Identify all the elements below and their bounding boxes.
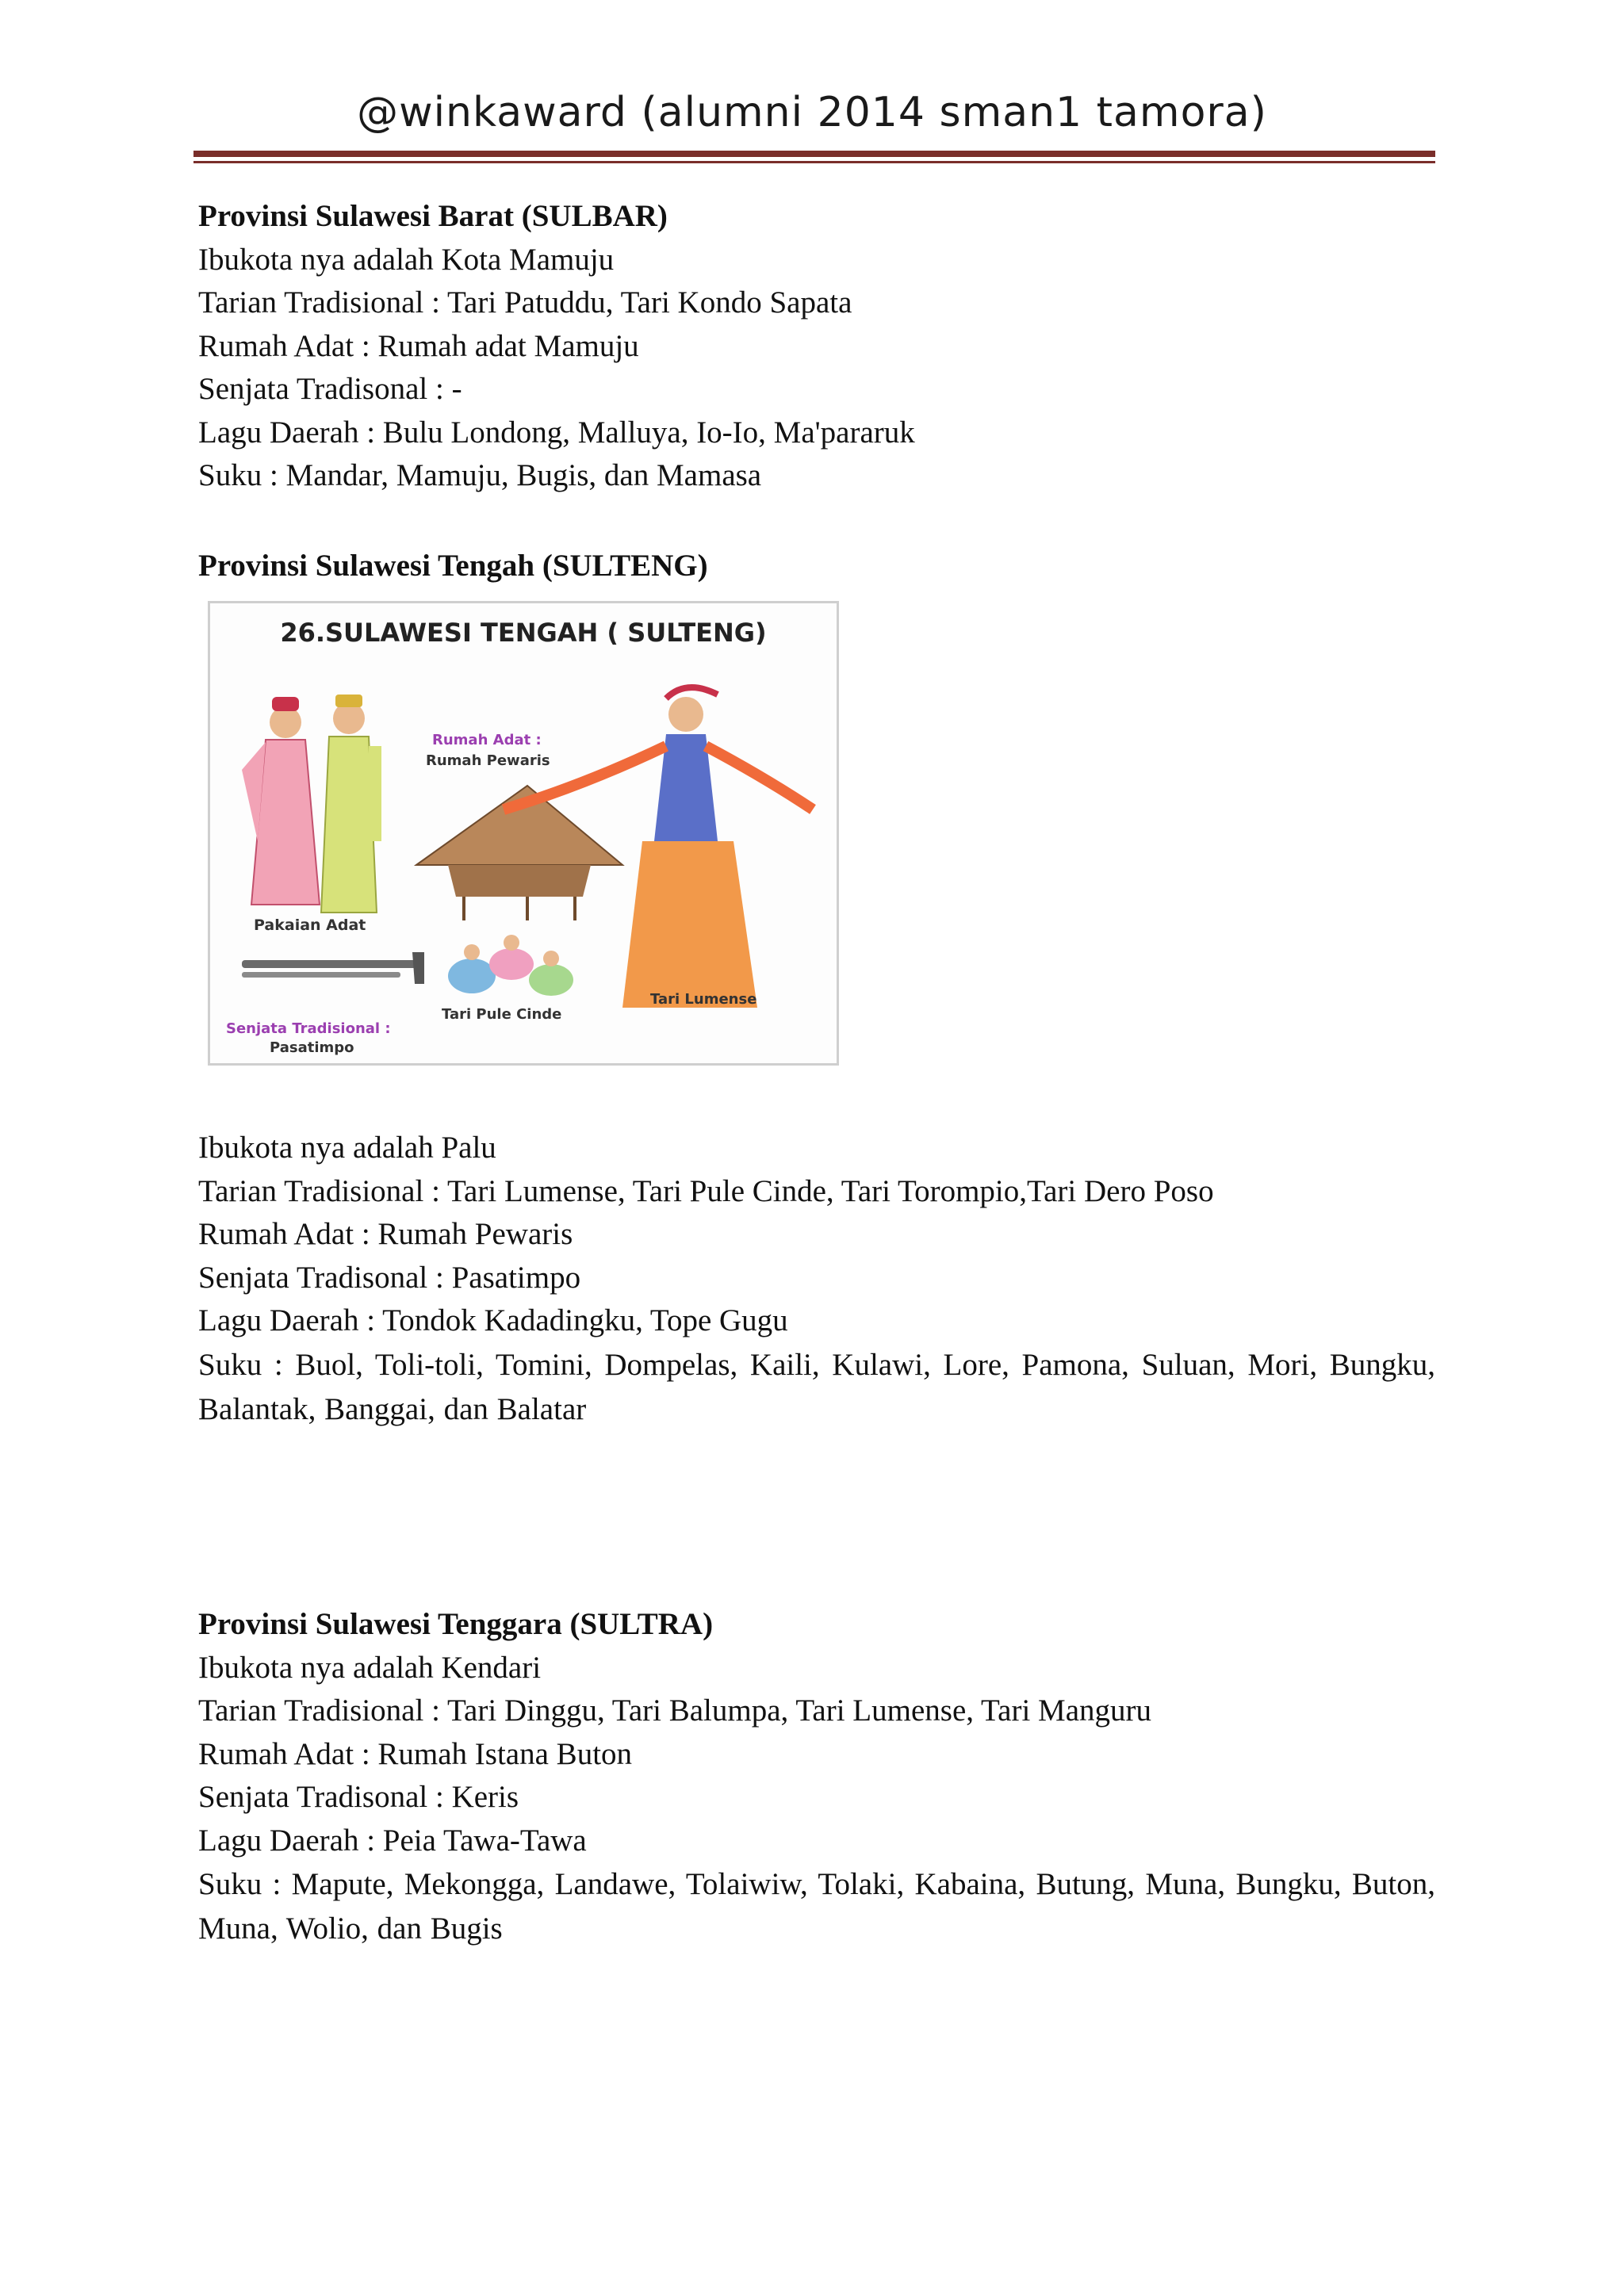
section-sulteng-heading [198,545,1435,588]
section-sulteng-info [198,1127,1435,1432]
info-line: Lagu Daerah : Bulu Londong, Malluya, Io-Io, Ma'pararuk [198,415,915,450]
label-tari-pule: Tari Pule Cinde [442,1006,562,1023]
info-line: Rumah Adat : Rumah adat Mamuju [198,328,639,363]
info-line: Senjata Tradisonal : Pasatimpo [198,1260,581,1295]
info-line: Rumah Adat : Rumah Istana Buton [198,1736,633,1771]
pasatimpo-weapon [242,952,424,984]
info-line: Lagu Daerah : Tondok Kadadingku, Tope Gugu [198,1303,788,1337]
suku-paragraph: Suku : Mapute, Mekongga, Landawe, Tolaiwiw, Tolaki, Kabaina, Butung, Muna, Bungku, Buton, Muna, Wolio, dan Bugis [198,1867,1435,1946]
info-line: Rumah Adat : Rumah Pewaris [198,1217,573,1251]
info-line: Senjata Tradisonal : Keris [198,1780,519,1814]
suku-paragraph: Suku : Buol, Toli-toli, Tomini, Dompelas, Kaili, Kulawi, Lore, Pamona, Suluan, Mori, Bungku, Balantak, Banggai, dan Balatar [198,1347,1435,1426]
info-line: Lagu Daerah : Peia Tawa-Tawa [198,1823,587,1858]
section-sulbar [198,195,1435,498]
section-heading: Provinsi Sulawesi Tengah (SULTENG) [198,549,708,583]
info-line: Ibukota nya adalah Kota Mamuju [198,242,615,277]
sulteng-illustration [208,601,839,1066]
illustration-title: 26.SULAWESI TENGAH ( SULTENG) [280,618,767,648]
tari-pule-cinde-dancers [448,935,573,996]
label-rumah-adat-title: Rumah Adat : [432,732,542,748]
info-line: Senjata Tradisonal : - [198,372,462,406]
label-rumah-adat: Rumah Pewaris [426,752,550,769]
header-rule-thick [193,151,1435,157]
section-sultra [198,1603,1435,1951]
info-line: Suku : Mandar, Mamuju, Bugis, dan Mamasa [198,458,762,492]
header-rule-thin [193,161,1435,163]
label-senjata-title: Senjata Tradisional : [226,1020,391,1037]
label-tari-lumense: Tari Lumense [650,991,757,1008]
pakaian-adat-figures [242,695,381,913]
section-heading: Provinsi Sulawesi Tenggara (SULTRA) [198,1607,714,1641]
info-line: Tarian Tradisional : Tari Patuddu, Tari Kondo Sapata [198,285,852,320]
label-senjata: Pasatimpo [270,1039,354,1056]
info-line: Ibukota nya adalah Kendari [198,1650,542,1685]
info-line: Tarian Tradisional : Tari Lumense, Tari Pule Cinde, Tari Torompio,Tari Dero Poso [198,1173,1214,1208]
section-heading: Provinsi Sulawesi Barat (SULBAR) [198,199,668,233]
illustration-svg [210,603,837,1063]
info-line: Tarian Tradisional : Tari Dinggu, Tari Balumpa, Tari Lumense, Tari Manguru [198,1693,1152,1728]
info-line: Ibukota nya adalah Palu [198,1131,496,1165]
page-header-title: @winkaward (alumni 2014 sman1 tamora) [357,89,1267,136]
label-pakaian-adat: Pakaian Adat [254,916,366,934]
